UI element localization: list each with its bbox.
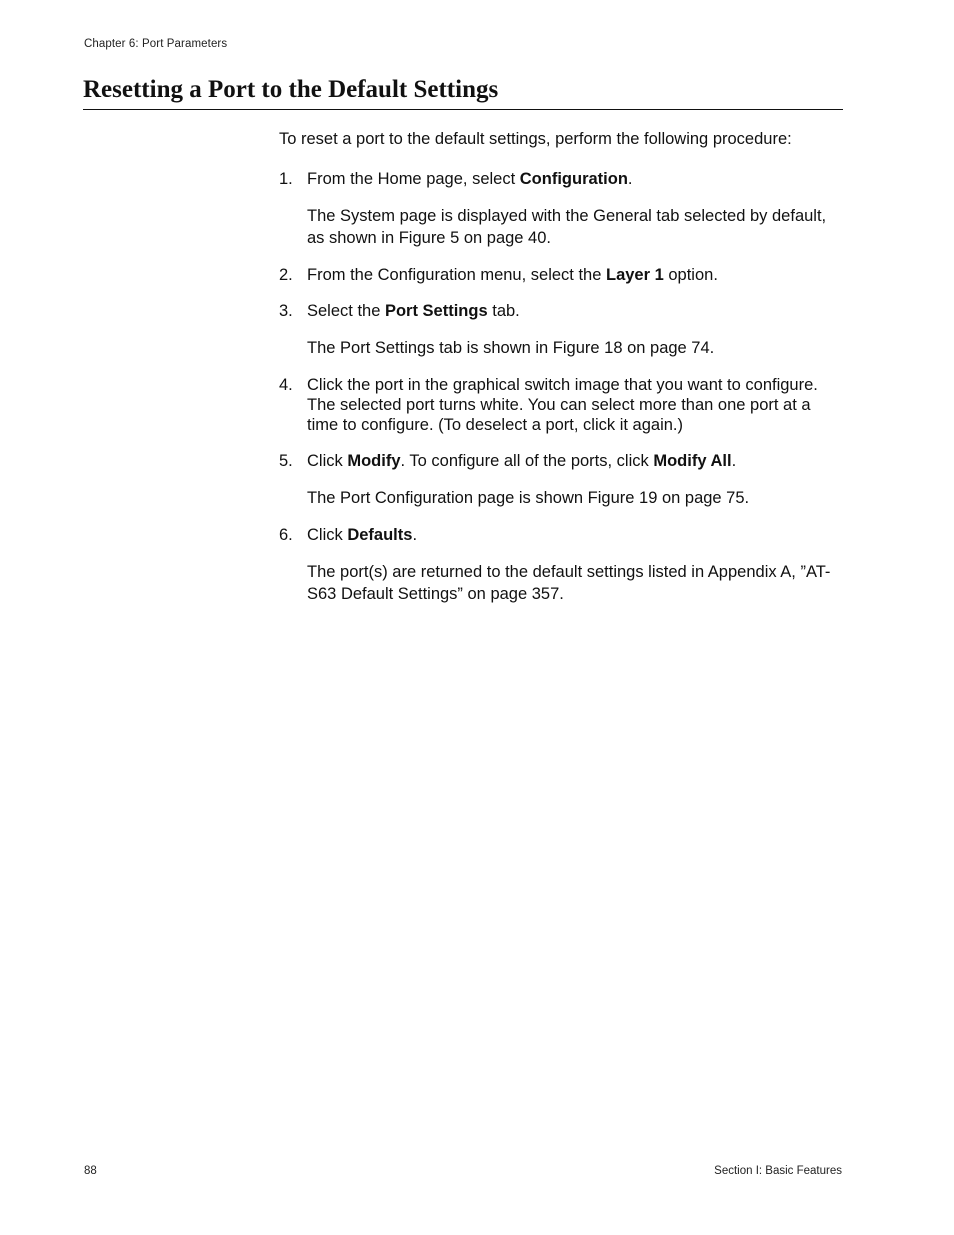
step-number: 6. bbox=[279, 526, 293, 544]
step-note: The Port Configuration page is shown Figure 19 on page 75. bbox=[307, 489, 750, 507]
title-rule bbox=[83, 109, 843, 110]
footer-section-label: Section I: Basic Features bbox=[714, 1165, 842, 1177]
step-1 bbox=[279, 169, 844, 249]
ui-term: Configuration bbox=[519, 170, 628, 188]
step-note: The Port Settings tab is shown in Figure 18 on page 74. bbox=[307, 339, 715, 357]
step-text: Click Modify. To configure all of the ports, click Modify All. bbox=[307, 452, 737, 470]
ui-term: Port Settings bbox=[384, 302, 488, 320]
step-number: 4. bbox=[279, 376, 293, 394]
step-4 bbox=[279, 375, 844, 435]
step-note: The port(s) are returned to the default settings listed in Appendix A, ”AT-S63 Default Settings” on page 357. bbox=[307, 563, 831, 603]
step-5 bbox=[279, 451, 844, 509]
step-number: 5. bbox=[279, 452, 293, 470]
intro-paragraph: To reset a port to the default settings, perform the following procedure: bbox=[279, 130, 792, 148]
section-title: Resetting a Port to the Default Settings bbox=[83, 76, 499, 103]
step-text: Click the port in the graphical switch image that you want to configure. The selected port turns white. You can select more than one port at a time to configure. (To deselect a port, click it again.) bbox=[307, 376, 818, 434]
step-text: Select the Port Settings tab. bbox=[307, 302, 520, 320]
step-3 bbox=[279, 301, 844, 359]
ui-term: Layer 1 bbox=[605, 266, 664, 284]
step-number: 1. bbox=[279, 170, 293, 188]
ui-term: Modify bbox=[347, 452, 401, 470]
step-text: Click Defaults. bbox=[307, 526, 418, 544]
procedure-steps bbox=[279, 169, 844, 605]
procedure-content bbox=[279, 129, 844, 621]
step-text: From the Home page, select Configuration. bbox=[307, 170, 633, 188]
page-number: 88 bbox=[84, 1165, 97, 1177]
step-number: 2. bbox=[279, 266, 293, 284]
step-6 bbox=[279, 525, 844, 605]
running-header: Chapter 6: Port Parameters bbox=[84, 38, 228, 50]
step-2 bbox=[279, 265, 844, 285]
step-text: From the Configuration menu, select the Layer 1 option. bbox=[307, 266, 718, 284]
ui-term: Defaults bbox=[347, 526, 413, 544]
ui-term: Modify All bbox=[653, 452, 732, 470]
step-note: The System page is displayed with the General tab selected by default, as shown in Figure 5 on page 40. bbox=[307, 207, 827, 247]
step-number: 3. bbox=[279, 302, 293, 320]
